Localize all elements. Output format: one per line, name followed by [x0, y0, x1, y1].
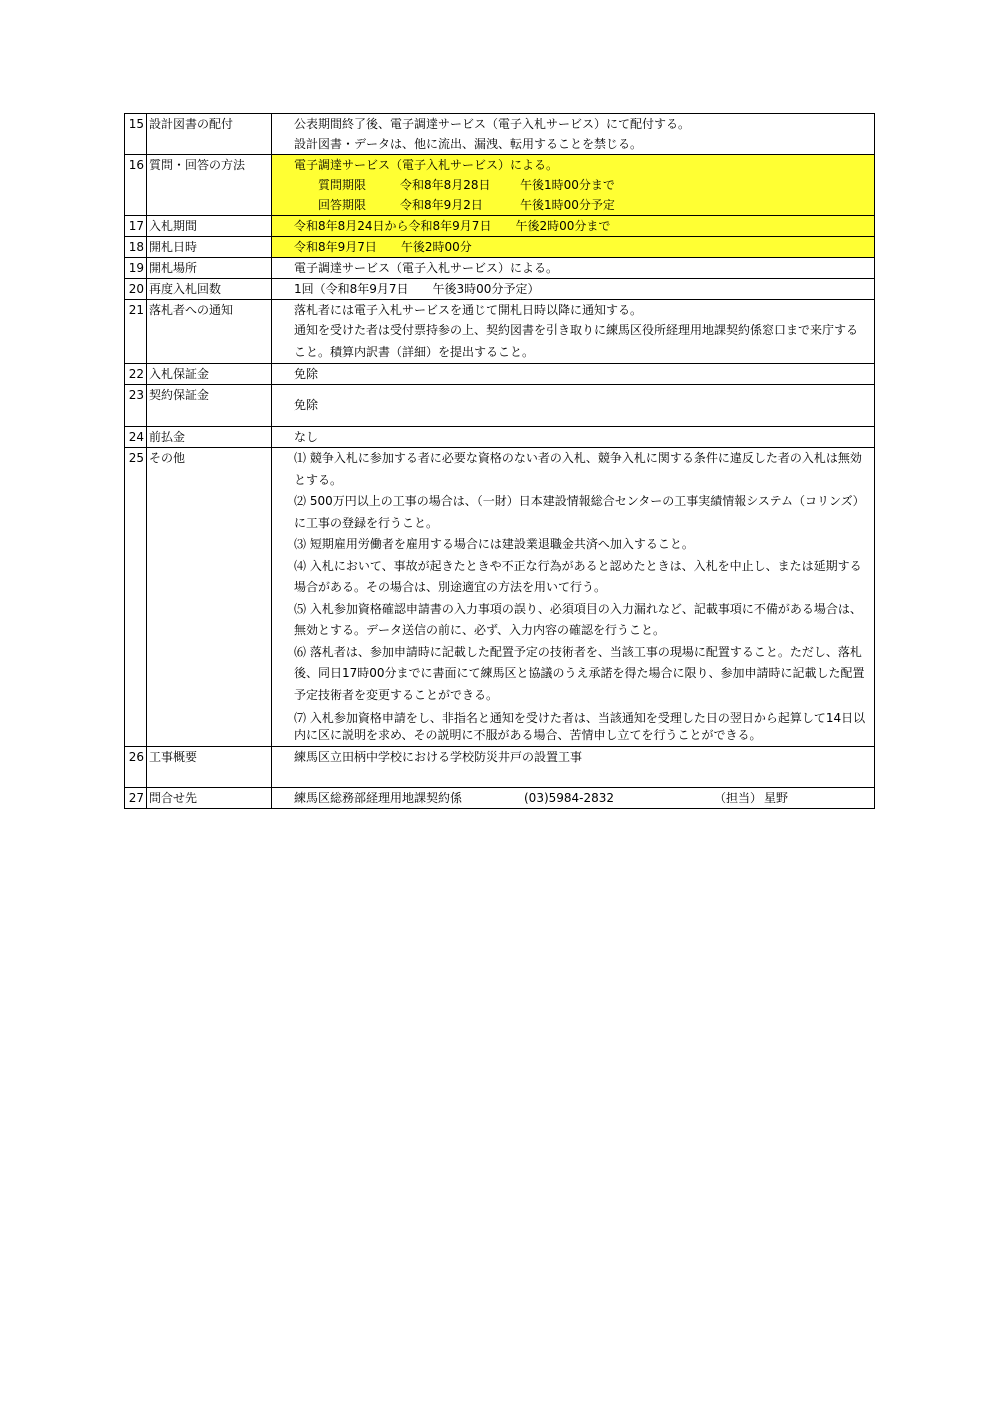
row-content — [272, 258, 875, 279]
row-number: 16 — [125, 155, 147, 216]
row-number: 23 — [125, 385, 147, 427]
row-21 — [125, 300, 875, 364]
row-number: 21 — [125, 300, 147, 364]
note-item: ⑺ 入札参加資格申請をし、非指名と通知を受けた者は、当該通知を受理した日の翌日から起算して14日以内に区に説明を求め、その説明に不服がある場合、苦情申し立てを行うことができる。 — [294, 711, 866, 742]
row-content — [272, 427, 875, 448]
opening-place: 電子調達サービス（電子入札サービス）による。 — [294, 261, 559, 275]
contact-charge-name: 星野 — [764, 791, 789, 805]
row-label: 設計図書の配付 — [147, 114, 272, 155]
note-item: ⑸ 入札参加資格確認申請書の入力事項の誤り、必須項目の入力漏れなど、記載事項に不備がある場合は、無効とする。データ送信の前に、必ず、入力内容の確認を行うこと。 — [294, 601, 862, 637]
row-number: 20 — [125, 279, 147, 300]
row-15 — [125, 114, 875, 155]
opening-datetime: 令和8年9月7日 午後2時00分 — [294, 240, 472, 254]
row-label: 契約保証金 — [147, 385, 272, 427]
row-content — [272, 788, 875, 809]
row-22 — [125, 364, 875, 385]
question-deadline-time: 午後1時00分まで — [520, 178, 615, 192]
row-26 — [125, 747, 875, 788]
contact-phone: (03)5984-2832 — [524, 791, 615, 805]
row-16 — [125, 155, 875, 216]
row-label: 質問・回答の方法 — [147, 155, 272, 216]
row-number: 18 — [125, 237, 147, 258]
row-number: 15 — [125, 114, 147, 155]
content-line: 公表期間終了後、電子調達サービス（電子入札サービス）にて配付する。 — [294, 117, 691, 131]
row-number: 26 — [125, 747, 147, 788]
row-24 — [125, 427, 875, 448]
contact-info — [294, 788, 866, 808]
row-content-highlighted — [272, 155, 875, 216]
row-label: その他 — [147, 448, 272, 747]
contact-charge-label: （担当） — [714, 791, 763, 805]
row-label: 入札保証金 — [147, 364, 272, 385]
content-line: 電子調達サービス（電子入札サービス）による。 — [294, 158, 559, 172]
note-item: ⑵ 500万円以上の工事の場合は、（一財）日本建設情報総合センターの工事実績情報システム（コリンズ）に工事の登録を行うこと。 — [294, 494, 865, 530]
row-number: 25 — [125, 448, 147, 747]
row-19 — [125, 258, 875, 279]
advance-payment: なし — [294, 430, 319, 444]
content-line: 落札者には電子入札サービスを通じて開札日時以降に通知する。 — [294, 303, 643, 317]
project-summary: 練馬区立田柄中学校における学校防災井戸の設置工事 — [294, 750, 583, 764]
row-label: 再度入札回数 — [147, 279, 272, 300]
row-content — [272, 300, 875, 364]
row-label: 開札場所 — [147, 258, 272, 279]
row-label: 開札日時 — [147, 237, 272, 258]
bid-period: 令和8年8月24日から令和8年9月7日 午後2時00分まで — [294, 219, 611, 233]
contract-bond: 免除 — [294, 398, 319, 412]
row-27 — [125, 788, 875, 809]
answer-deadline-label: 回答期限 — [318, 198, 367, 212]
row-content — [272, 747, 875, 788]
answer-deadline — [294, 195, 866, 215]
row-content — [272, 385, 875, 427]
note-item: ⑴ 競争入札に参加する者に必要な資格のない者の入札、競争入札に関する条件に違反した者の入札は無効とする。 — [294, 451, 862, 487]
row-number: 27 — [125, 788, 147, 809]
content-paragraph: 通知を受けた者は受付票持参の上、契約図書を引き取りに練馬区役所経理用地課契約係窓口まで来庁すること。積算内訳書（詳細）を提出すること。 — [294, 323, 859, 359]
row-label: 入札期間 — [147, 216, 272, 237]
row-number: 24 — [125, 427, 147, 448]
row-number: 17 — [125, 216, 147, 237]
note-item: ⑹ 落札者は、参加申請時に記載した配置予定の技術者を、当該工事の現場に配置すること。ただし、落札後、同日17時00分までに書面にて練馬区と協議のうえ承諾を得た場合に限り、参加申請時に記載した配置予定技術者を変更することができる。 — [294, 644, 865, 702]
row-content — [272, 364, 875, 385]
contact-office: 練馬区総務部経理用地課契約係 — [294, 791, 463, 805]
row-content-highlighted — [272, 237, 875, 258]
row-content — [272, 279, 875, 300]
row-20 — [125, 279, 875, 300]
answer-deadline-time: 午後1時00分予定 — [520, 198, 615, 212]
row-label: 前払金 — [147, 427, 272, 448]
row-17 — [125, 216, 875, 237]
question-deadline-label: 質問期限 — [318, 178, 367, 192]
note-item: ⑶ 短期雇用労働者を雇用する場合には建設業退職金共済へ加入すること。 — [294, 537, 694, 551]
row-label: 工事概要 — [147, 747, 272, 788]
row-content-highlighted — [272, 216, 875, 237]
note-item: ⑷ 入札において、事故が起きたときや不正な行為があると認めたときは、入札を中止し、または延期する場合がある。その場合は、別途適宜の方法を用いて行う。 — [294, 558, 862, 594]
row-18 — [125, 237, 875, 258]
content-line: 設計図書・データは、他に流出、漏洩、転用することを禁じる。 — [294, 137, 643, 151]
row-label: 問合せ先 — [147, 788, 272, 809]
question-deadline — [294, 175, 866, 195]
row-23 — [125, 385, 875, 427]
row-25 — [125, 448, 875, 747]
bid-bond: 免除 — [294, 367, 319, 381]
rebid-count: 1回（令和8年9月7日 午後3時00分予定） — [294, 282, 540, 296]
question-deadline-date: 令和8年8月28日 — [400, 178, 491, 192]
row-content — [272, 448, 875, 747]
row-content — [272, 114, 875, 155]
row-label: 落札者への通知 — [147, 300, 272, 364]
row-number: 22 — [125, 364, 147, 385]
answer-deadline-date: 令和8年9月2日 — [400, 198, 483, 212]
row-number: 19 — [125, 258, 147, 279]
tender-details-table — [124, 113, 875, 809]
